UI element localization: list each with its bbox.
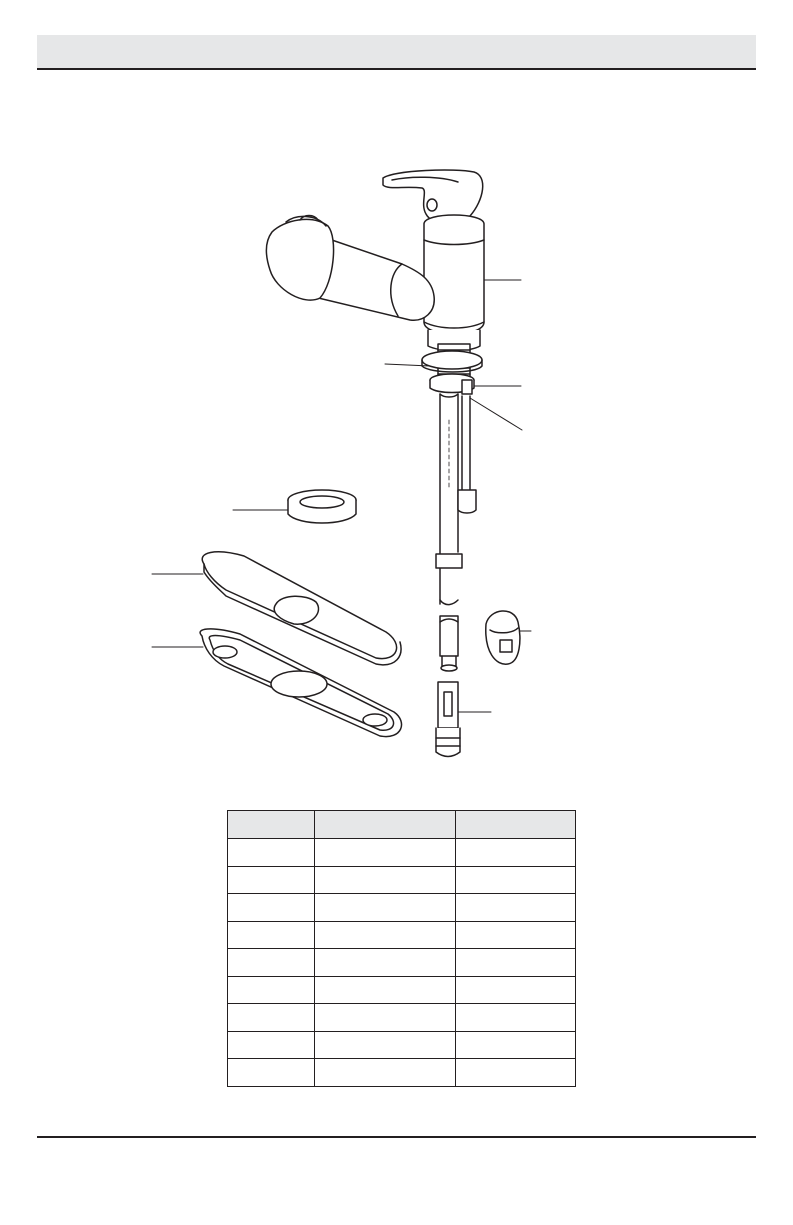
table-row (228, 894, 576, 922)
cell-description (314, 976, 456, 1004)
callout-line-hose-connector (470, 398, 522, 430)
cell-description (314, 1059, 456, 1087)
cell-description (314, 921, 456, 949)
cell-quantity (456, 1031, 576, 1059)
hose-end-fitting (440, 616, 458, 671)
table-row (228, 1004, 576, 1032)
table-row (228, 1059, 576, 1087)
header-description (314, 811, 456, 839)
cell-part (228, 976, 315, 1004)
short-supply-hose (458, 396, 476, 513)
cell-quantity (456, 949, 576, 977)
cell-quantity (456, 839, 576, 867)
cell-quantity (456, 976, 576, 1004)
cell-description (314, 894, 456, 922)
escutcheon-ring-part (422, 351, 482, 372)
hose-weight-part (486, 611, 520, 664)
cell-quantity (456, 894, 576, 922)
cell-part (228, 1059, 315, 1087)
cell-description (314, 839, 456, 867)
spray-head-spout (266, 216, 434, 321)
cell-part (228, 839, 315, 867)
cell-part (228, 1031, 315, 1059)
cell-part (228, 894, 315, 922)
quick-connector-part (436, 682, 460, 757)
cell-description (314, 1004, 456, 1032)
cell-quantity (456, 1004, 576, 1032)
cell-description (314, 1031, 456, 1059)
cell-quantity (456, 921, 576, 949)
callout-line-escutcheon-ring (385, 364, 430, 366)
mounting-nut-part (430, 374, 474, 394)
cell-description (314, 866, 456, 894)
parts-table (227, 810, 576, 1087)
cell-quantity (456, 866, 576, 894)
table-row (228, 949, 576, 977)
cell-description (314, 949, 456, 977)
cell-part (228, 866, 315, 894)
table-row (228, 976, 576, 1004)
cell-part (228, 949, 315, 977)
cell-part (228, 921, 315, 949)
faucet-body (424, 215, 484, 351)
footer-divider (37, 1136, 756, 1138)
header-quantity (456, 811, 576, 839)
cell-quantity (456, 1059, 576, 1087)
table-row (228, 839, 576, 867)
nut-washer-part (288, 490, 356, 523)
table-row (228, 1031, 576, 1059)
cell-part (228, 1004, 315, 1032)
header-part (228, 811, 315, 839)
table-row (228, 866, 576, 894)
parts-table-header-row (228, 811, 576, 839)
table-row (228, 921, 576, 949)
